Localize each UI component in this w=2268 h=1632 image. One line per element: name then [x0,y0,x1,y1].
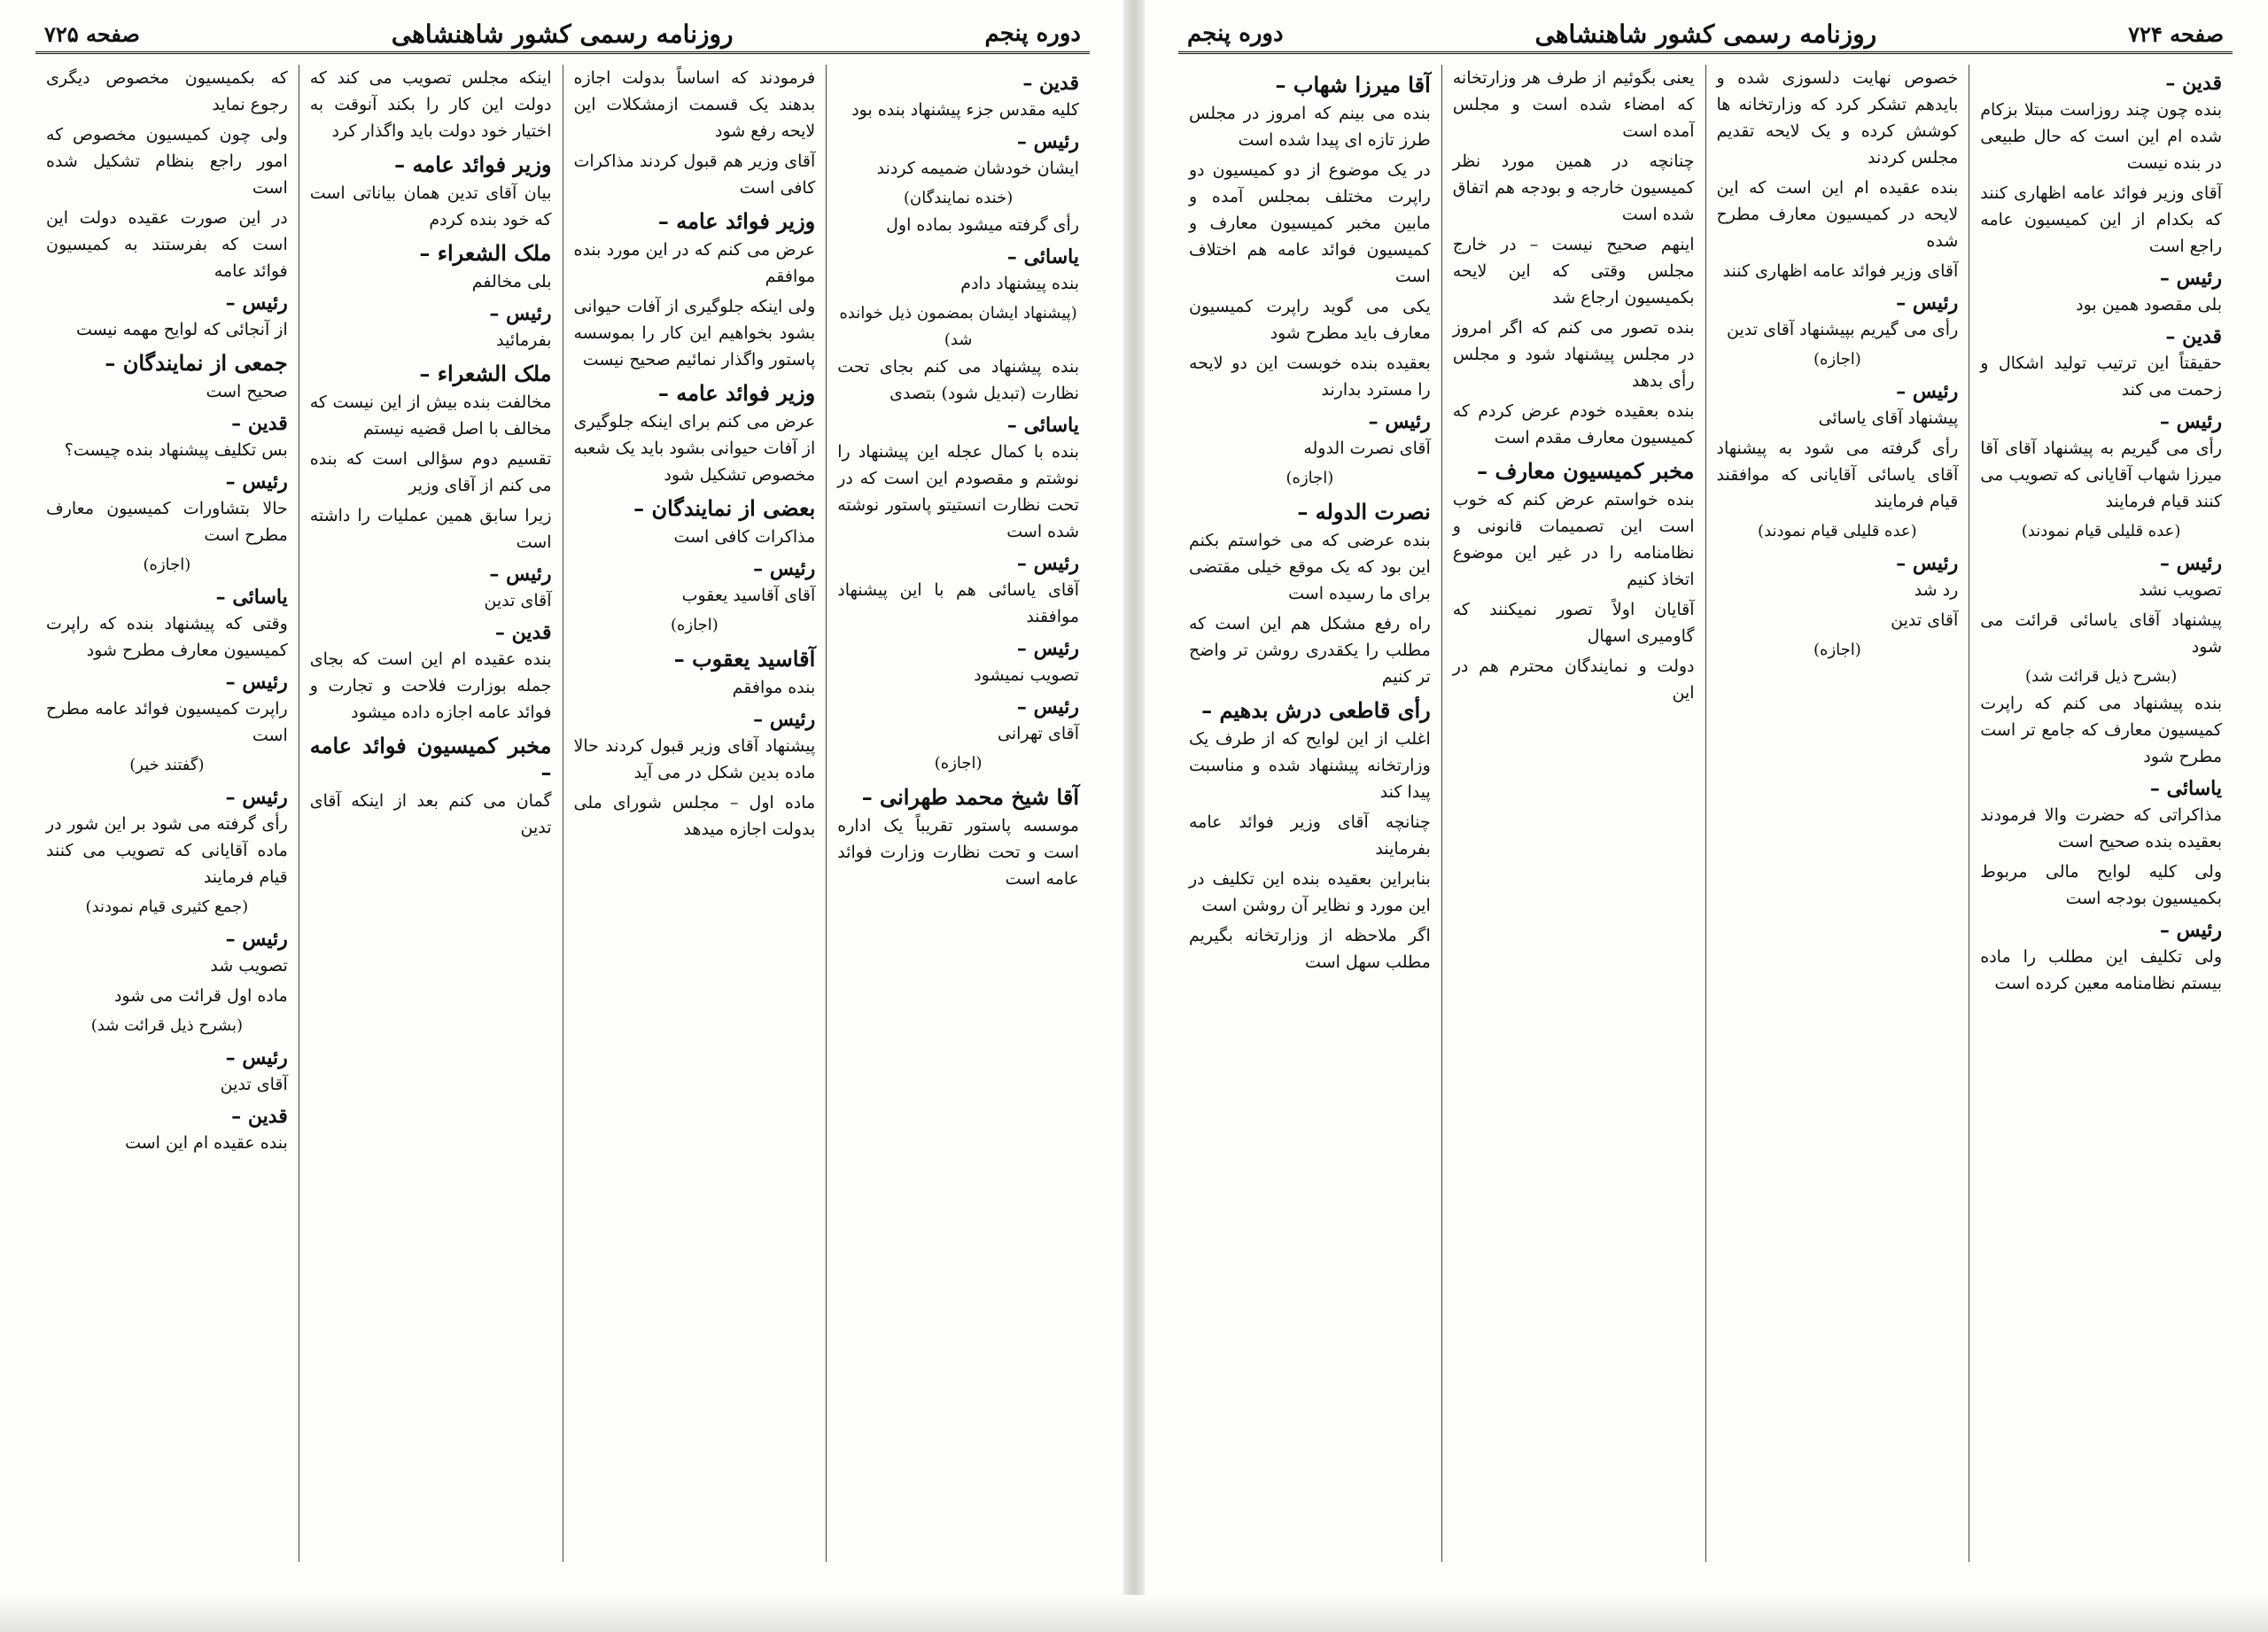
speaker-name: رئیس – [2159,267,2222,290]
paragraph: رأی گرفته می شود بر این شور در ماده آقایانی که تصویب می کنند قیام فرمایند [46,814,288,887]
paragraph: آقای تدین [484,591,552,610]
paragraph: یعنی بگوئیم از طرف هر وزارتخانه که امضاء شده است و مجلس آمده است [1452,68,1695,141]
paragraph: آقای وزیر فوائد عامه اظهاری کنند [1722,261,1959,281]
left-newspaper-title: روزنامه رسمی کشور شاهنشاهی [391,19,734,49]
paragraph: آقای آقاسید یعقوب [681,586,816,605]
speaker-name: قدین – [231,412,288,435]
speaker-name: رئیس – [225,671,288,694]
paragraph: آقای نصرت الدوله [1303,439,1431,458]
paragraph: عرض می کنم که در این مورد بنده موافقم [573,240,816,286]
paragraph: مخالفت بنده بیش از این نیست که مخالف با اصل قضیه نیستم [309,392,552,439]
paragraph: پیشنهاد آقای یاسائی قرائت می شود [1980,610,2222,657]
text-column [1178,65,1441,1562]
parenthetical-note: (خنده نمایندگان) [903,189,1014,207]
paragraph: در یک موضوع از دو کمیسیون دو راپرت مختلف بمجلس آمده و مابین مخبر کمیسیون معارف و کمیسیون فوائد عامه هم اختلاف است [1189,160,1431,286]
speaker-name: رئیس – [1896,291,1959,315]
paragraph: حالا بتشاورات کمیسیون معارف مطرح است [46,499,288,545]
text-column [1969,65,2233,1562]
paragraph: پیشنهاد آقای یاسائی [1818,408,1959,428]
parenthetical-note: (اجازه) [143,556,191,574]
text-column [1441,65,1705,1562]
paragraph: چنانچه آقای وزیر فوائد عامه بفرمایند [1189,812,1431,859]
paragraph: عرض می کنم برای اینکه جلوگیری از آفات حیوانی بشود باید یک شعبه مخصوص تشکیل شود [573,412,816,485]
scan-bottom-edge [0,1595,2268,1632]
parenthetical-note: (بشرح ذیل قرائت شد) [2025,667,2178,686]
speaker-heading: آقا شیخ محمد طهرانی – [861,784,1079,810]
paragraph: رأی گرفته می شود به پیشنهاد آقای یاسائی آقایانی که موافقند قیام فرمایند [1716,439,1959,511]
speaker-heading: آقا میرزا شهاب – [1275,72,1431,97]
page-gutter [1123,0,1145,1632]
parenthetical-note: (اجازه) [1285,469,1334,487]
paragraph: تصویب نمیشود [974,665,1079,685]
speaker-heading: ملک الشعراء – [419,361,552,386]
paragraph: رأی گرفته میشود بماده اول [886,215,1079,235]
paragraph: فرمودند که اساساً بدولت اجازه بدهند یک قسمت ازمشکلات این لایحه رفع شود [573,68,816,141]
speaker-name: رئیس – [225,291,288,315]
text-column [35,65,299,1562]
paragraph: آقایان اولاً تصور نمیکنند که گاوميری اسهال [1452,600,1695,646]
left-page [0,0,1125,1632]
speaker-heading: نصرت الدوله – [1297,499,1431,525]
paragraph: آقای تهرانی [998,724,1079,743]
paragraph: از آنجائی که لوایح مهمه نیست [75,320,288,339]
right-columns [1178,65,2233,1562]
speaker-name: رئیس – [225,470,288,493]
paragraph: راه رفع مشکل هم این است که مطلب را یکقدری روشن تر واضح تر کنیم [1189,614,1431,687]
speaker-name: رئیس – [1016,696,1079,719]
paragraph: مذاکرات کافی است [673,527,816,547]
paragraph: بنده عقیده ام این است که این لایحه در کمیسیون معارف مطرح شده [1716,178,1959,251]
speaker-heading: وزیر فوائد عامه – [394,152,552,177]
speaker-heading: آقاسید یعقوب – [673,646,816,672]
right-volume-label: دوره پنجم [1187,20,1284,47]
paragraph: بنده پیشنهاد می کنم بجای تحت نظارت (تبدیل شود) بتصدی [837,357,1079,403]
paragraph: بنده عرضی که می خواستم بکنم این بود که یک موقع خیلی مقتضی برای ما رسیده است [1189,531,1431,603]
paragraph: اینکه مجلس تصویب می کند که دولت این کار را بکند آنوقت به اختیار خود دولت باید واگذار کرد [309,68,552,141]
left-page-number: صفحه ۷۲۵ [44,20,140,47]
paragraph: بنده عقیده ام این است که بجای جمله بوزارت فلاحت و تجارت و فوائد عامه اجازه داده میشود [309,649,552,722]
paragraph: بیان آقای تدین همان بیاناتی است که خود بنده کردم [309,183,552,229]
paragraph: تصویب نشد [2139,580,2222,600]
paragraph: رأی می گیریم بپیشنهاد آقای تدین [1727,320,1959,339]
speaker-name: رئیس – [1016,130,1079,153]
paragraph: بفرمائید [496,330,552,350]
speaker-name: رئیس – [489,563,552,586]
parenthetical-note: (اجازه) [1813,350,1861,369]
parenthetical-note: (پیشنهاد ایشان بمضمون ذیل خوانده شد) [839,304,1077,349]
text-column [1705,65,1969,1562]
paragraph: دولت و نمایندگان محترم هم در این [1452,657,1695,703]
paragraph: تصویب شد [210,956,288,975]
parenthetical-note: (عده قلیلی قیام نمودند) [1758,522,1917,540]
speaker-name: قدین – [494,621,552,644]
left-masthead [35,16,1090,54]
paragraph: بنده پیشنهاد می کنم که راپرت کمیسیون معارف که جامع تر است مطرح شود [1980,694,2222,766]
parenthetical-note: (اجازه) [934,754,983,773]
parenthetical-note: (اجازه) [670,616,718,634]
speaker-heading: مخبر کمیسیون فوائد عامه – [309,733,552,785]
speaker-heading: بعضی از نمایندگان – [633,495,816,521]
right-page [1143,0,2268,1632]
paragraph: بنده چون چند روزاست مبتلا بزکام شده ام این است که حال طبیعی در بنده نیست [1980,100,2222,173]
paragraph: ایشان خودشان ضمیمه کردند [876,159,1079,178]
speaker-heading: جمعی از نمایندگان – [105,350,288,376]
speaker-heading: رأی قاطعی درش بدهیم – [1201,697,1431,723]
parenthetical-note: (اجازه) [1813,641,1861,659]
paragraph: بس تکلیف پیشنهاد بنده چیست؟ [64,440,288,460]
paragraph: بنده موافقم [732,678,816,697]
speaker-name: یاسائی – [215,586,288,609]
paragraph: ولی تکلیف این مطلب را ماده بیستم نظامنامه معین کرده است [1980,947,2222,993]
paragraph: ولی کلیه لوایح مالی مربوط بکمیسیون بودجه است [1980,862,2222,908]
speaker-name: رئیس – [753,708,816,731]
paragraph: گمان می کنم بعد از اینکه آقای تدین [309,791,552,837]
paragraph: وقتی که پیشنهاد بنده که راپرت کمیسیون معارف مطرح شود [46,614,288,660]
speaker-name: رئیس – [1896,380,1959,403]
speaker-name: یاسائی – [2149,777,2222,800]
right-newspaper-title: روزنامه رسمی کشور شاهنشاهی [1534,19,1877,49]
paragraph: بنده بعقیده خودم عرض کردم که کمیسیون معارف مقدم است [1452,401,1695,447]
speaker-name: رئیس – [753,557,816,580]
paragraph: اینهم صحیح نیست – در خارج مجلس وقتی که این لایحه بکمیسیون ارجاع شد [1452,235,1695,307]
paragraph: آقای یاسائی هم با این پیشنهاد موافقند [837,580,1079,626]
speaker-name: رئیس – [225,1046,288,1069]
paragraph: رأی می گیریم به پیشنهاد آقای آقا میرزا شهاب آقایانی که تصویب می کنند قیام فرمایند [1980,439,2222,511]
paragraph: بنده عقیده ام این است [125,1133,288,1153]
speaker-name: رئیس – [225,786,288,809]
speaker-name: رئیس – [1016,552,1079,575]
paragraph: راپرت کمیسیون فوائد عامه مطرح است [46,699,288,745]
paragraph: آقای تدین [1891,610,1959,630]
left-volume-label: دوره پنجم [984,20,1081,47]
paragraph: بلی مقصود همین بود [2076,295,2222,315]
paragraph: در این صورت عقیده دولت این است که بفرستند به کمیسیون فوائد عامه [46,208,288,281]
speaker-name: یاسائی – [1006,414,1079,437]
text-column [299,65,563,1562]
paragraph: آقای وزیر هم قبول کردند مذاکرات کافی است [573,152,816,198]
paragraph: ماده اول – مجلس شورای ملی بدولت اجازه میدهد [573,793,816,839]
paragraph: آقای وزیر فوائد عامه اظهاری کنند که بکدام از این کمیسیون عامه راجع است [1980,183,2222,256]
paragraph: یکی می گوید راپرت کمیسیون معارف باید مطرح شود [1189,297,1431,343]
right-masthead [1178,16,2233,54]
paragraph: بنابراین بعقیده بنده این تکلیف در این مورد و نظایر آن روشن است [1189,869,1431,915]
paragraph: بنده تصور می کنم که اگر امروز در مجلس پیشنهاد شود و مجلس رأی بدهد [1452,318,1695,391]
paragraph: خصوص نهایت دلسوزی شده و بایدهم تشکر کرد که وزارتخانه ها کوشش کرده و یک لایحه تقدیم مجلس کردند [1716,68,1959,167]
paragraph: رد شد [1914,580,1959,600]
speaker-name: قدین – [2165,325,2222,348]
paragraph: بلی مخالفم [471,272,552,291]
speaker-name: رئیس – [1896,552,1959,575]
parenthetical-note: (عده قلیلی قیام نمودند) [2021,522,2181,540]
speaker-name: رئیس – [2159,919,2222,942]
speaker-name: رئیس – [489,302,552,325]
speaker-name: قدین – [2165,72,2222,95]
paragraph: بعقیده بنده خوبست این دو لایحه را مسترد بدارند [1189,354,1431,400]
speaker-name: قدین – [1022,72,1079,95]
speaker-name: قدین – [231,1105,288,1128]
parenthetical-note: (بشرح ذیل قرائت شد) [90,1016,243,1035]
parenthetical-note: (گفتند خیر) [129,756,205,774]
text-column [826,65,1090,1562]
paragraph: اگر ملاحظه از وزارتخانه بگیریم مطلب سهل است [1189,926,1431,972]
paragraph: مذاکراتی که حضرت والا فرمودند بعقیده بنده صحیح است [1980,805,2222,851]
paragraph: ولی اینکه جلوگیری از آفات حیوانی بشود بخواهیم این کار را بموسسه پاستور واگذار نمائیم صحیح نیست [573,297,816,369]
right-page-number: صفحه ۷۲۴ [2128,20,2224,47]
speaker-name: رئیس – [225,928,288,951]
speaker-heading: ملک الشعراء – [419,240,552,266]
paragraph: بنده با کمال عجله این پیشنهاد را نوشتم و مقصودم این است که در تحت نظارت انستیتو پاستور نوشته شده است [837,442,1079,541]
parenthetical-note: (جمع کثیری قیام نمودند) [85,898,249,916]
paragraph: کلیه مقدس جزء پیشنهاد بنده بود [851,100,1079,120]
paragraph: آقای تدین [220,1075,288,1094]
paragraph: ولی چون کمیسیون مخصوص که امور راجع بنظام تشکیل شده است [46,125,288,198]
paragraph: زیرا سابق همین عملیات را داشته است [309,506,552,552]
speaker-heading: وزیر فوائد عامه – [657,380,816,406]
speaker-heading: وزیر فوائد عامه – [657,208,816,234]
paragraph: که بکمیسیون مخصوص دیگری رجوع نماید [46,68,288,114]
paragraph: بنده پیشنهاد دادم [960,274,1079,293]
paragraph: ماده اول قرائت می شود [113,986,288,1006]
paragraph: پیشنهاد آقای وزیر قبول کردند حالا ماده بدین شکل در می آید [573,736,816,782]
speaker-name: یاسائی – [1006,245,1079,268]
text-column [563,65,827,1562]
left-columns [35,65,1090,1562]
speaker-name: رئیس – [2159,552,2222,575]
paragraph: اغلب از این لوایح که از طرف یک وزارتخانه پیشنهاد شده و مناسبت پیدا کند [1189,729,1431,802]
speaker-name: رئیس – [1368,410,1431,433]
paragraph: بنده می بینم که امروز در مجلس طرز تازه ای پیدا شده است [1189,104,1431,150]
speaker-name: رئیس – [2159,410,2222,433]
paragraph: چنانچه در همین مورد نظر کمیسیون خارجه و بودجه هم اتفاق شده است [1452,152,1695,224]
paragraph: حقیقتاً این ترتیب تولید اشکال و زحمت می کند [1980,354,2222,400]
speaker-heading: مخبر کمیسیون معارف – [1477,458,1695,484]
paragraph: بنده خواستم عرض کنم که خوب است این تصمیمات قانونی و نظامنامه را در غیر این موضوع اتخاذ کنیم [1452,490,1695,589]
paragraph: تقسیم دوم سؤالی است که بنده می کنم از آقای وزیر [309,449,552,495]
paragraph: صحیح است [206,382,288,401]
paragraph: موسسه پاستور تقریباً یک اداره است و تحت نظارت وزارت فوائد عامه است [837,816,1079,889]
speaker-name: رئیس – [1016,637,1079,660]
